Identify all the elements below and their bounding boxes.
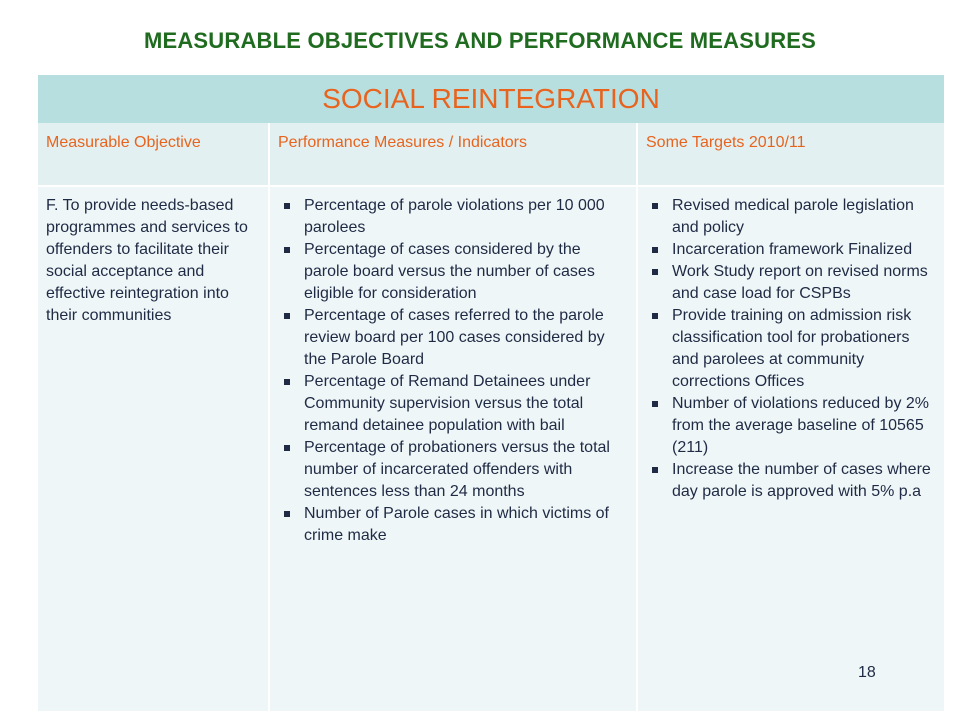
objective-cell <box>38 187 270 711</box>
list-item <box>282 371 628 437</box>
page-title: MEASURABLE OBJECTIVES AND PERFORMANCE MEASURES <box>143 28 817 53</box>
measure-text: Percentage of cases referred to the parole review board per 100 cases considered by the Parole Board <box>304 307 605 368</box>
target-text: Incarceration framework Finalized <box>672 241 913 258</box>
bullet-icon <box>284 379 290 385</box>
list-item <box>282 195 628 239</box>
list-item <box>282 305 628 371</box>
target-text: Provide training on admission risk classification tool for probationers and parolees at community corrections Offices <box>672 307 912 390</box>
list-item <box>650 459 936 503</box>
bullet-icon <box>284 247 290 253</box>
bullet-icon <box>652 467 658 473</box>
bullet-icon <box>284 511 290 517</box>
list-item <box>282 239 628 305</box>
page-number: 18 <box>858 664 876 681</box>
table-row <box>38 187 944 711</box>
measures-list <box>270 187 636 547</box>
measure-text: Percentage of probationers versus the total number of incarcerated offenders with sentences less than 24 months <box>304 439 610 500</box>
list-item <box>650 195 936 239</box>
bullet-icon <box>652 269 658 275</box>
header-objective: Measurable Objective <box>38 123 270 185</box>
measure-text: Number of Parole cases in which victims of crime make <box>304 505 609 544</box>
list-item <box>650 239 936 261</box>
targets-cell <box>638 187 944 711</box>
list-item <box>282 503 628 547</box>
bullet-icon <box>652 401 658 407</box>
bullet-icon <box>284 203 290 209</box>
measure-text: Percentage of Remand Detainees under Community supervision versus the total remand detainee population with bail <box>304 373 591 434</box>
bullet-icon <box>284 445 290 451</box>
list-item <box>650 393 936 459</box>
target-text: Number of violations reduced by 2% from the average baseline of 10565 (211) <box>672 395 930 456</box>
targets-list <box>638 187 944 503</box>
measure-text: Percentage of cases considered by the parole board versus the number of cases eligible for consideration <box>304 241 595 302</box>
list-item <box>282 437 628 503</box>
bullet-icon <box>652 313 658 319</box>
section-banner: SOCIAL REINTEGRATION <box>38 75 944 123</box>
list-item <box>650 305 936 393</box>
objective-text: F. To provide needs-based programmes and services to offenders to facilitate their social acceptance and effective reintegration into their communities <box>46 197 248 324</box>
list-item <box>650 261 936 305</box>
bullet-icon <box>284 313 290 319</box>
target-text: Work Study report on revised norms and case load for CSPBs <box>672 263 928 302</box>
measures-cell <box>270 187 638 711</box>
header-measures: Performance Measures / Indicators <box>270 123 638 185</box>
header-targets: Some Targets 2010/11 <box>646 134 806 151</box>
table-header-row <box>38 123 944 185</box>
bullet-icon <box>652 247 658 253</box>
target-text: Increase the number of cases where day parole is approved with 5% p.a <box>672 461 931 500</box>
bullet-icon <box>652 203 658 209</box>
measure-text: Percentage of parole violations per 10 000 parolees <box>304 197 605 236</box>
target-text: Revised medical parole legislation and policy <box>672 197 914 236</box>
